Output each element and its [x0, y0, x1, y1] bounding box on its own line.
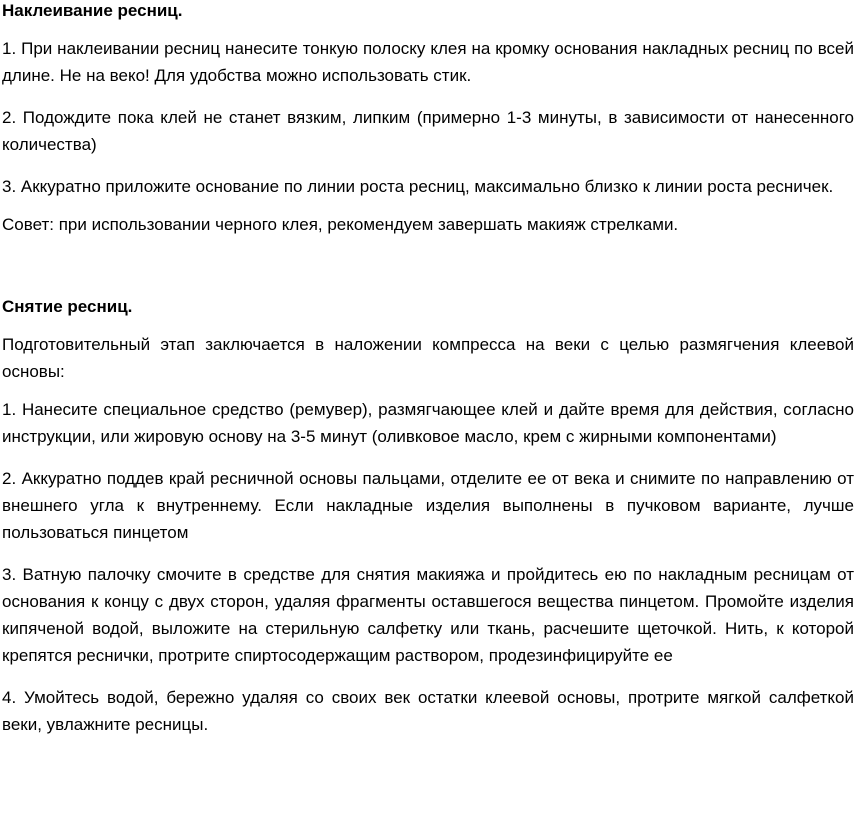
- applying-step-3: 3. Аккуратно приложите основание по линии роста ресниц, максимально близко к линии роста ресничек.: [2, 177, 834, 196]
- removing-step-1: 1. Нанесите специальное средство (ремувер), размягчающее клей и дайте время для действия, согласно инструкции, или жировую основу на 3-5 минут (оливковое масло, крем с жирными компонентами): [2, 400, 854, 446]
- removing-step-2: 2. Аккуратно поддев край ресничной основы пальцами, отделите ее от века и снимите по направлению от внешнего угла к внутреннему. Если накладные изделия выполнены в пучковом варианте, лучше пользоваться пинцетом: [2, 469, 854, 542]
- applying-step-2: 2. Подождите пока клей не станет вязким, липким (примерно 1-3 минуты, в зависимости от нанесенного количества): [2, 108, 854, 154]
- removing-step-4: 4. Умойтесь водой, бережно удаляя со своих век остатки клеевой основы, протрите мягкой салфеткой веки, увлажните ресницы.: [2, 688, 854, 734]
- section-heading-removing: Снятие ресниц.: [2, 297, 133, 316]
- removing-step-3: 3. Ватную палочку смочите в средстве для снятия макияжа и пройдитесь ею по накладным ресницам от основания к концу с двух сторон, удаляя фрагменты оставшегося вещества пинцетом. Промойте изделия кипяченой водой, выложите на стерильную салфетку или ткань, расчешите щеточкой. Нить, к которой крепятся реснички, протрите спиртосодержащим раствором, продезинфицируйте ее: [2, 565, 854, 665]
- removing-intro: Подготовительный этап заключается в наложении компресса на веки с целью размягчения клеевой основы:: [2, 335, 854, 381]
- section-heading-applying: Наклеивание ресниц.: [2, 1, 183, 20]
- applying-tip: Совет: при использовании черного клея, рекомендуем завершать макияж стрелками.: [2, 215, 679, 234]
- applying-step-1: 1. При наклеивании ресниц нанесите тонкую полоску клея на кромку основания накладных ресниц по всей длине. Не на веко! Для удобства можно использовать стик.: [2, 39, 854, 85]
